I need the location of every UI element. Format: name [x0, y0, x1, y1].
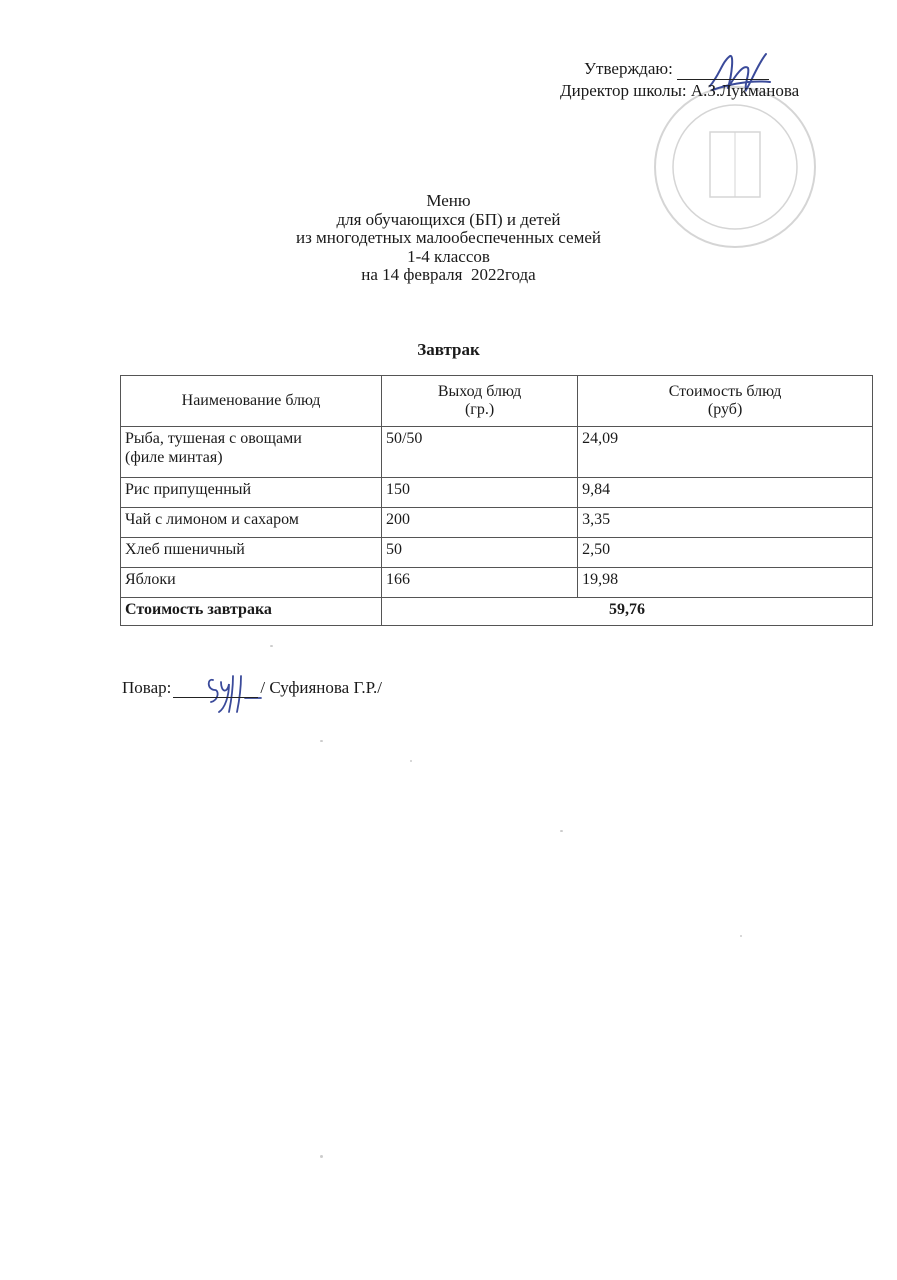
cook-line: [122, 678, 382, 698]
header-cost: Стоимость блюд (руб): [578, 376, 873, 427]
dish-cost: 24,09: [578, 427, 873, 478]
table-row: [121, 508, 873, 538]
scan-speck: [320, 1155, 323, 1158]
dish-cost: 3,35: [578, 508, 873, 538]
dish-cost: 2,50: [578, 538, 873, 568]
cook-signature-blank: [173, 681, 258, 698]
scan-speck: [270, 645, 273, 647]
table-row: [121, 568, 873, 598]
section-heading: Завтрак: [417, 340, 480, 359]
approval-block: [560, 58, 860, 102]
table-row: [121, 478, 873, 508]
header-yield: Выход блюд (гр.): [381, 376, 577, 427]
dish-name: Рыба, тушеная с овощами (филе минтая): [121, 427, 382, 478]
cook-label: Повар:: [122, 678, 172, 697]
dish-yield: 150: [381, 478, 577, 508]
header-dish-name: Наименование блюд: [121, 376, 382, 427]
dish-name: Яблоки: [121, 568, 382, 598]
cook-name: / Суфиянова Г.Р./: [260, 678, 382, 697]
table-row: [121, 427, 873, 478]
dish-cost: 19,98: [578, 568, 873, 598]
dish-yield: 50/50: [381, 427, 577, 478]
approve-label: Утверждаю:: [584, 59, 673, 78]
table-row: [121, 538, 873, 568]
title-line-5: на 14 февраля 2022года: [361, 265, 536, 284]
dish-name: Рис припущенный: [121, 478, 382, 508]
menu-table: [120, 375, 873, 626]
scan-speck: [320, 740, 323, 742]
title-line-2: для обучающихся (БП) и детей: [336, 209, 561, 229]
total-label: Стоимость завтрака: [121, 598, 382, 626]
director-line: Директор школы: А.З.Лукманова: [560, 81, 800, 100]
title-line-3: из многодетных малообеспеченных семей: [295, 228, 601, 247]
scan-speck: [560, 830, 563, 832]
dish-yield: 166: [381, 568, 577, 598]
dish-yield: 50: [381, 538, 577, 568]
title-line-4: 1-4 классов: [407, 246, 490, 266]
dish-name: Чай с лимоном и сахаром: [121, 508, 382, 538]
dish-cost: 9,84: [578, 478, 873, 508]
approve-line: [560, 58, 860, 80]
title-line-1: Меню: [426, 191, 471, 210]
menu-title: [0, 192, 897, 285]
dish-yield: 200: [381, 508, 577, 538]
scan-speck: [740, 935, 742, 937]
scan-speck: [410, 760, 412, 762]
approve-signature-blank: [677, 63, 769, 80]
dish-name: Хлеб пшеничный: [121, 538, 382, 568]
table-header-row: [121, 376, 873, 427]
total-value: 59,76: [381, 598, 872, 626]
total-row: [121, 598, 873, 626]
